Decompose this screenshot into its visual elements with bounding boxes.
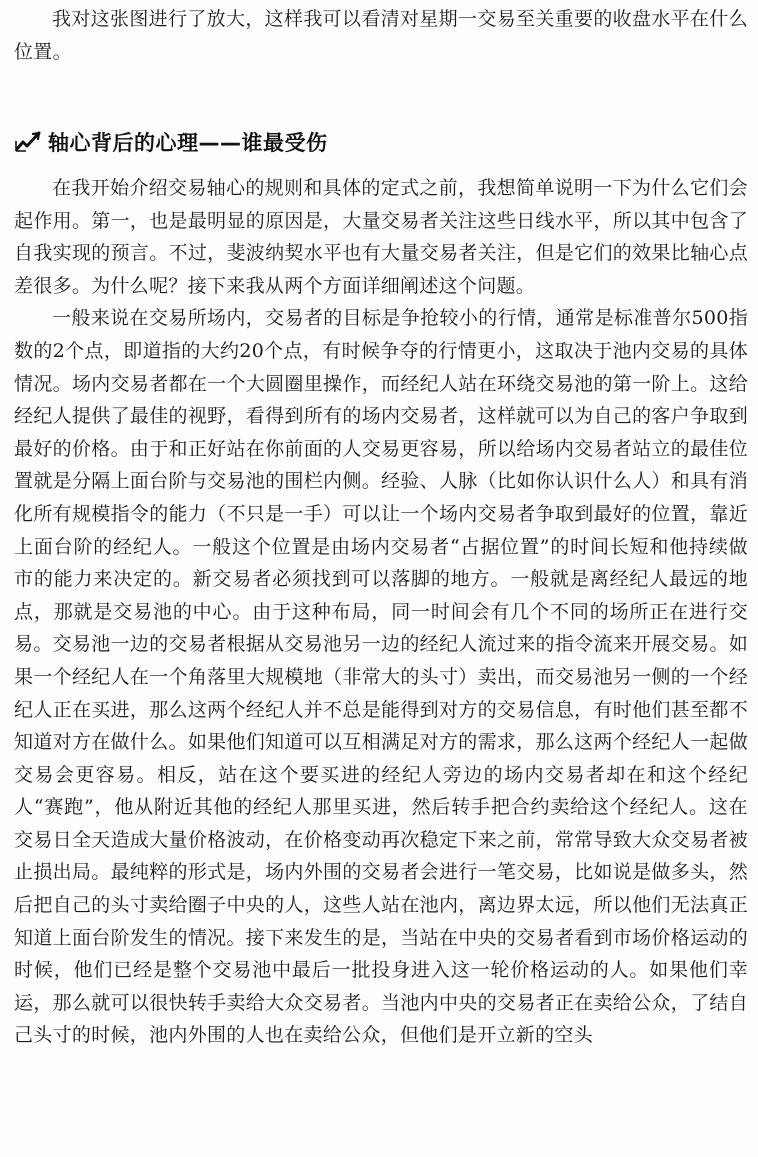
body-paragraph-1: 在我开始介绍交易轴心的规则和具体的定式之前，我想简单说明一下为什么它们会起作用。第一，也是最明显的原因是，大量交易者关注这些日线水平，所以其中包含了自我实现的预言。不过，斐波纳契水平也有大量交易者关注，但是它们的效果比轴心点差很多。为什么呢？接下来我从两个方面详细阐述这个问题。 bbox=[14, 177, 748, 297]
chart-trend-icon bbox=[14, 129, 44, 155]
intro-paragraph: 我对这张图进行了放大，这样我可以看清对星期一交易至关重要的收盘水平在什么位置。 bbox=[14, 8, 748, 63]
section-heading bbox=[14, 125, 328, 159]
section-title: 轴心背后的心理——谁最受伤 bbox=[48, 131, 328, 155]
body-paragraph-2: 一般来说在交易所场内，交易者的目标是争抢较小的行情，通常是标准普尔500指数的2个点，即道指的大约20个点，有时候争夺的行情更小，这取决于池内交易的具体情况。场内交易者都在一个大圆圈里操作，而经纪人站在环绕交易池的第一阶上。这给经纪人提供了最佳的视野，看得到所有的场内交易者，这样就可以为自己的客户争取到最好的价格。由于和正好站在你前面的人交易更容易，所以给场内交易者站立的最佳位置就是分隔上面台阶与交易池的围栏内侧。经验、人脉（比如你认识什么人）和具有消化所有规模指令的能力（不只是一手）可以让一个场内交易者争取到最好的位置，靠近上面台阶的经纪人。一般这个位置是由场内交易者“占据位置”的时间长短和他持续做市的能力来决定的。新交易者必须找到可以落脚的地方。一般就是离经纪人最远的地点，那就是交易池的中心。由于这种布局，同一时间会有几个不同的场所正在进行交易。交易池一边的交易者根据从交易池另一边的经纪人流过来的指令流来开展交易。如果一个经纪人在一个角落里大规模地（非常大的头寸）卖出，而交易池另一侧的一个经纪人正在买进，那么这两个经纪人并不总是能得到对方的交易信息，有时他们甚至都不知道对方在做什么。如果他们知道可以互相满足对方的需求，那么这两个经纪人一起做交易会更容易。相反，站在这个要买进的经纪人旁边的场内交易者却在和这个经纪人“赛跑”，他从附近其他的经纪人那里买进，然后转手把合约卖给这个经纪人。这在交易日全天造成大量价格波动，在价格变动再次稳定下来之前，常常导致大众交易者被止损出局。最纯粹的形式是，场内外围的交易者会进行一笔交易，比如说是做多头，然后把自己的头寸卖给圈子中央的人，这些人站在池内，离边界太远，所以他们无法真正知道上面台阶发生的情况。接下来发生的是，当站在中央的交易者看到市场价格运动的时候，他们已经是整个交易池中最后一批投身进入这一轮价格运动的人。如果他们幸运，那么就可以很快转手卖给大众交易者。当池内中央的交易者正在卖给公众，了结自己头寸的时候，池内外围的人也在卖给公众，但他们是开立新的空头 bbox=[14, 307, 748, 1047]
intro-section bbox=[14, 3, 748, 68]
section-body bbox=[14, 172, 748, 1052]
